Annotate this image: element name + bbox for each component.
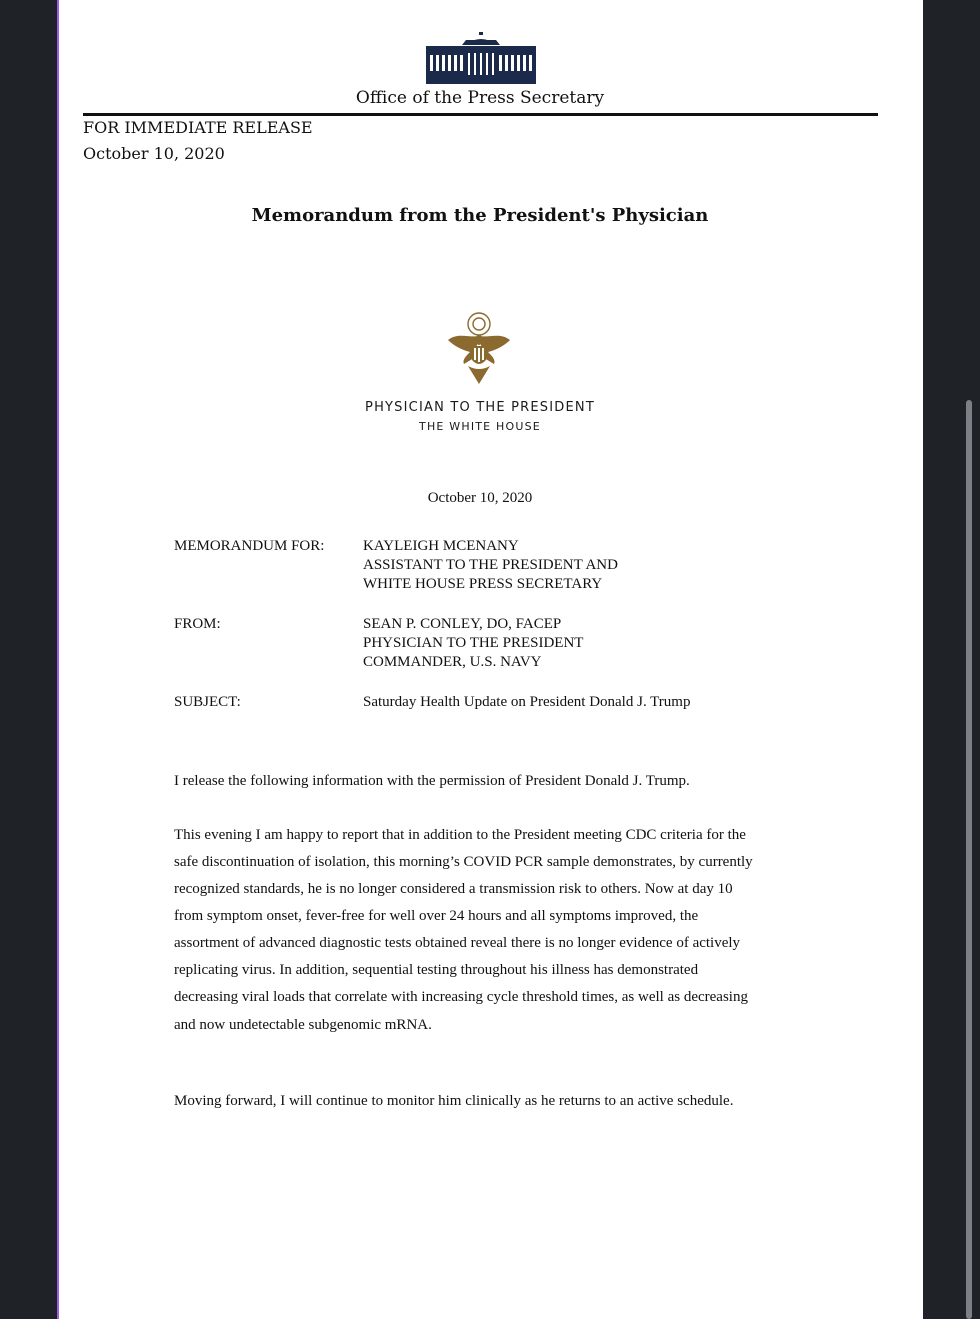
memo-for-line: KAYLEIGH MCENANY [363,538,519,554]
white-house-icon [426,32,536,84]
memo-for-line: WHITE HOUSE PRESS SECRETARY [363,576,603,592]
body-paragraph-line: safe discontinuation of isolation, this morning’s COVID PCR sample demonstrates, by currently [174,854,753,870]
memo-heading: Memorandum from the President's Physician [251,205,709,226]
body-paragraph-line: This evening I am happy to report that in addition to the President meeting CDC criteria for the [174,827,746,843]
release-date: October 10, 2020 [83,144,225,163]
from-line: SEAN P. CONLEY, DO, FACEP [363,616,562,632]
from-line: COMMANDER, U.S. NAVY [363,654,542,670]
left-background-rail [0,0,57,1319]
intro-paragraph: I release the following information with the permission of President Donald J. Trump. [174,773,690,789]
from-line: PHYSICIAN TO THE PRESIDENT [363,635,584,651]
subject-text: Saturday Health Update on President Donald J. Trump [363,694,691,710]
body-paragraph-line: assortment of advanced diagnostic tests obtained reveal there is no longer evidence of actively [174,935,741,951]
body-paragraph-line: decreasing viral loads that correlate with increasing cycle threshold times, as well as decreasing [174,989,748,1005]
from-label: FROM: [174,616,221,632]
release-label: FOR IMMEDIATE RELEASE [83,118,313,137]
header-divider [83,113,878,116]
memo-for-line: ASSISTANT TO THE PRESIDENT AND [363,557,618,573]
body-paragraph-line: from symptom onset, fever-free for well over 24 hours and all symptoms improved, the [174,908,699,924]
body-paragraph-line: recognized standards, he is no longer considered a transmission risk to others. Now at day 10 [174,881,733,897]
office-title: Office of the Press Secretary [355,88,605,108]
scrollbar-thumb[interactable] [966,400,972,1319]
letterhead-subtitle: THE WHITE HOUSE [419,420,541,433]
closing-paragraph: Moving forward, I will continue to monitor him clinically as he returns to an active schedule. [174,1093,734,1109]
presidential-seal-icon [444,310,514,386]
memo-date: October 10, 2020 [427,490,533,506]
subject-label: SUBJECT: [174,694,241,710]
body-paragraph-line: replicating virus. In addition, sequential testing throughout his illness has demonstrated [174,962,699,978]
body-paragraph-line: and now undetectable subgenomic mRNA. [174,1017,432,1033]
memo-for-label: MEMORANDUM FOR: [174,538,325,554]
letterhead-title: PHYSICIAN TO THE PRESIDENT [365,400,595,415]
